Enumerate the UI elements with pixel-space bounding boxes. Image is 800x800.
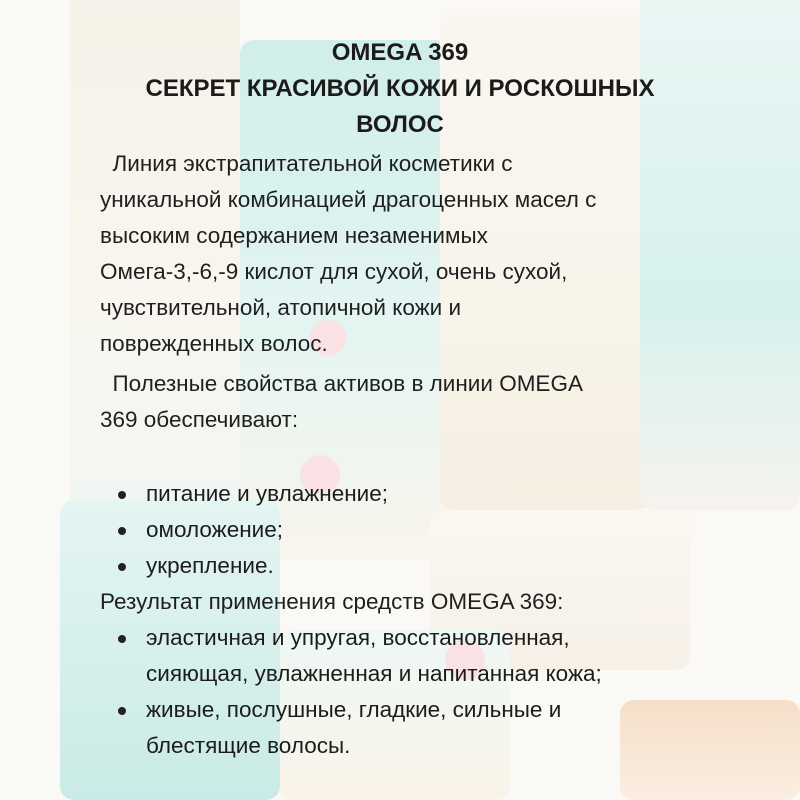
title-line-3: ВОЛОС [356, 111, 444, 138]
result-heading-text: Результат применения средств OMEGA 369: [100, 589, 564, 614]
bullet-icon [118, 635, 126, 643]
list-item-text: эластичная и упругая, восстановленная, [146, 625, 570, 650]
intro-line: Линия экстрапитательной косметики с [100, 151, 513, 176]
bullet-icon [118, 563, 126, 571]
list-item-text: сияющая, увлажненная и напитанная кожа; [146, 661, 602, 686]
title-line-1: OMEGA 369 [331, 39, 469, 66]
list-item-text: питание и увлажнение; [146, 481, 388, 506]
intro-line: поврежденных волос. [100, 331, 328, 356]
result-heading [100, 584, 740, 620]
intro-line: уникальной комбинацией драгоценных масел с [100, 187, 597, 212]
properties-intro [100, 366, 740, 438]
list-item-text: блестящие волосы. [146, 733, 351, 758]
properties-intro-line: 369 обеспечивают: [100, 407, 299, 432]
list-item-text: омоложение; [146, 517, 283, 542]
intro-line: чувствительной, атопичной кожи и [100, 295, 462, 320]
title-line-2: СЕКРЕТ КРАСИВОЙ КОЖИ И РОСКОШНЫХ [145, 75, 655, 102]
list-item-text: укрепление. [146, 553, 274, 578]
list-item-text: живые, послушные, гладкие, сильные и [146, 697, 562, 722]
bullet-icon [118, 491, 126, 499]
bullet-icon [118, 527, 126, 535]
bullet-icon [118, 707, 126, 715]
intro-line: Омега-3,-6,-9 кислот для сухой, очень сухой, [100, 259, 568, 284]
properties-intro-line: Полезные свойства активов в линии OMEGA [100, 371, 583, 396]
intro-line: высоким содержанием незаменимых [100, 223, 488, 248]
intro-paragraph [100, 146, 740, 362]
